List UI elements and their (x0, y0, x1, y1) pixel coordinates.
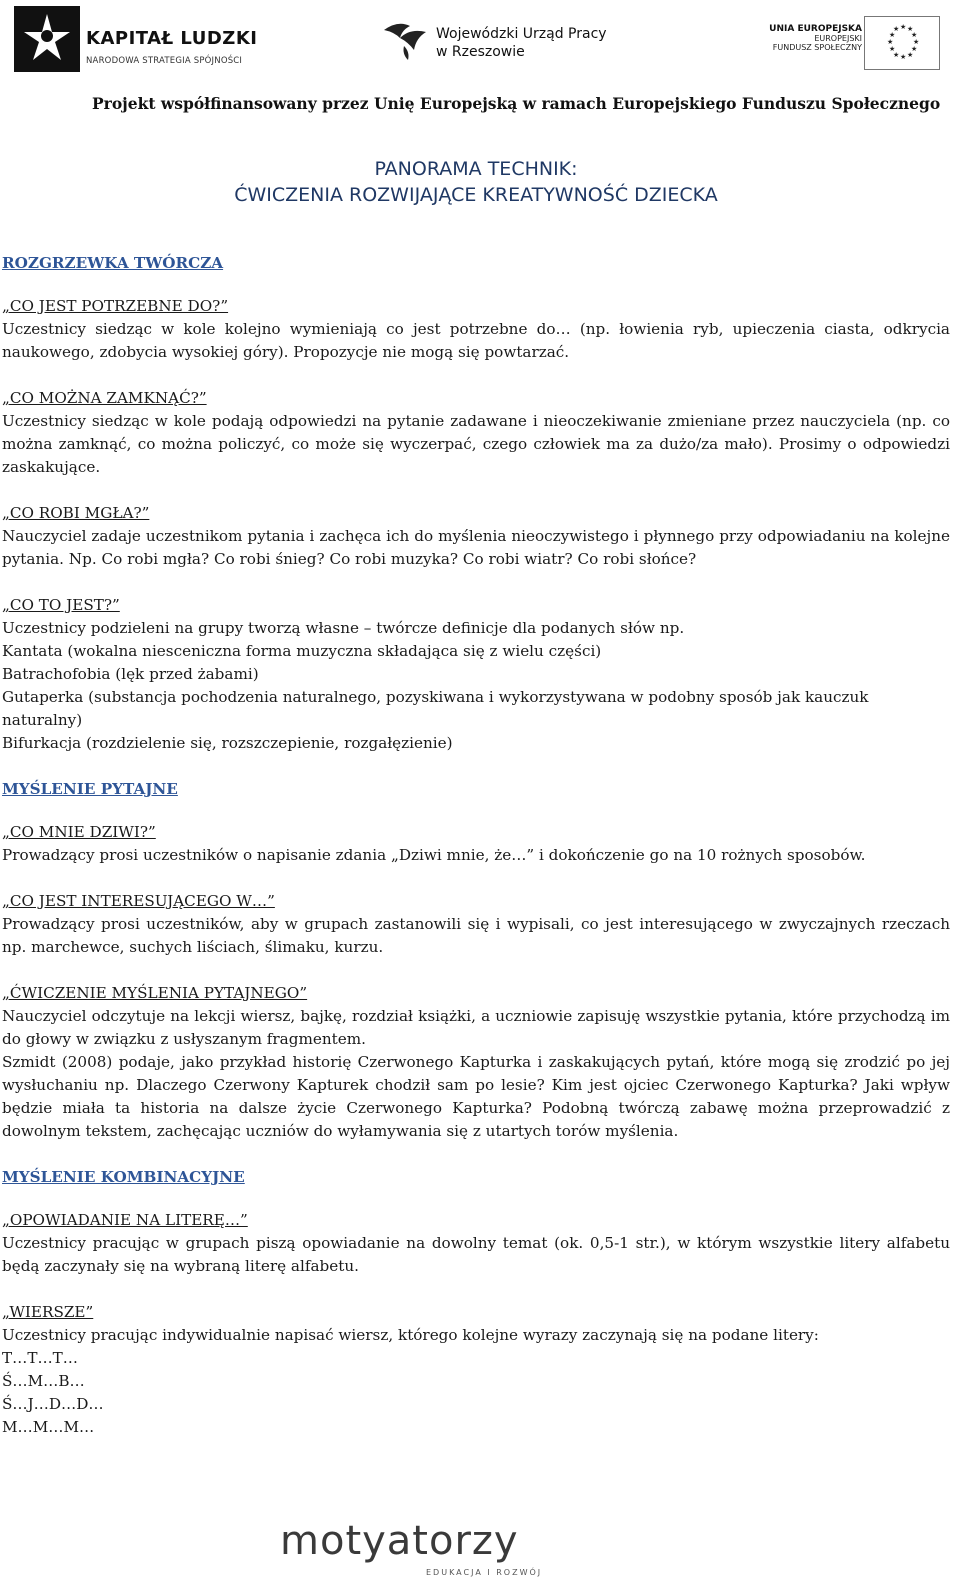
eu-flag-icon (864, 16, 940, 70)
exercise-text: Prowadzący prosi uczestników, aby w grupach zastanowili się i wypisali, co jest interesującego w zwyczajnych rzeczach np. marchewce, suchych liściach, ślimaku, kurzu. (2, 915, 950, 956)
letter-pattern: M…M…M… (2, 1418, 95, 1436)
exercise-text: Uczestnicy pracując indywidualnie napisać wiersz, którego kolejne wyrazy zaczynają się na podane litery: (2, 1326, 819, 1344)
footer-logo-subtitle: EDUKACJA I ROZWÓJ (426, 1568, 543, 1577)
letter-pattern: T…T…T… (2, 1349, 78, 1367)
definition-item: Gutaperka (substancja pochodzenia naturalnego, pozyskiwana i wykorzystywana w podobny sposób jak kauczuk naturalny) (2, 688, 869, 729)
definition-item: Kantata (wokalna niesceniczna forma muzyczna składająca się z wielu części) (2, 642, 602, 660)
exercise-text: Nauczyciel zadaje uczestnikom pytania i zachęca ich do myślenia nieoczywistego i płynnego przy odpowiadaniu na kolejne pytania. Np. Co robi mgła? Co robi śnieg? Co robi muzyka? Co robi wiatr? Co robi słońce? (2, 527, 950, 568)
wup-title: Wojewódzki Urząd Pracy (436, 26, 607, 42)
motywatorzy-logo (280, 1518, 620, 1578)
title-line-1: PANORAMA TECHNIK: (374, 158, 578, 180)
kapital-ludzki-emblem-icon (14, 6, 80, 72)
exercise-title: „ĆWICZENIE MYŚLENIA PYTAJNEGO” (2, 984, 308, 1002)
svg-text:★: ★ (887, 38, 894, 46)
kapital-ludzki-title: KAPITAŁ LUDZKI (86, 28, 258, 49)
exercise-text: Uczestnicy siedząc w kole podają odpowiedzi na pytanie zadawane i nieoczekiwanie zmieniane przez nauczyciela (np. co można zamknąć, co można policzyć, co może się wyczerpać, czego człowiek ma za dużo/za mało). Prosimy o odpowiedzi zaskakujące. (2, 412, 950, 476)
section-heading-myslenie-kombinacyjne: MYŚLENIE KOMBINACYJNE (2, 1168, 245, 1186)
svg-text:★: ★ (907, 51, 914, 59)
exercise-title: „CO ROBI MGŁA?” (2, 504, 150, 522)
svg-text:★: ★ (889, 45, 896, 53)
exercise-title: „CO MNIE DZIWI?” (2, 823, 156, 841)
exercise-title: „CO JEST INTERESUJĄCEGO W…” (2, 892, 275, 910)
svg-text:★: ★ (907, 25, 914, 33)
document-title (2, 156, 950, 208)
kapital-ludzki-subtitle: NARODOWA STRATEGIA SPÓJNOŚCI (86, 56, 243, 66)
exercise-text: Szmidt (2008) podaje, jako przykład historię Czerwonego Kapturka i zaskakujących pytań, które mogą się zrodzić po jej wysłuchaniu np. Dlaczego Czerwony Kapturek chodził sam po lesie? Kim jest ojciec Czerwonego Kapturka? Jaki wpływ będzie miała ta historia na dalsze życie Czerwonego Kapturka? Podobną twórczą zabawę można przeprowadzić z dowolnym tekstem, zachęcając uczniów do wyłamywania się z utartych torów myślenia. (2, 1053, 950, 1140)
svg-text:★: ★ (913, 38, 920, 46)
exercise-title: „OPOWIADANIE NA LITERĘ…” (2, 1211, 248, 1229)
svg-text:★: ★ (911, 31, 918, 39)
definition-item: Batrachofobia (lęk przed żabami) (2, 665, 259, 683)
cofinance-banner: Projekt współfinansowany przez Unię Europejską w ramach Europejskiego Funduszu Społecznego (92, 94, 941, 113)
letter-pattern: Ś…J…D…D… (2, 1395, 104, 1413)
letter-pattern: Ś…M…B… (2, 1372, 85, 1390)
wup-rzeszow-logo (380, 16, 620, 66)
document-body (2, 156, 950, 1439)
svg-text:★: ★ (900, 23, 907, 31)
svg-text:★: ★ (889, 31, 896, 39)
footer-logo-word: motyatorzy (280, 1518, 519, 1564)
definition-item: Bifurkacja (rozdzielenie się, rozszczepienie, rozgałęzienie) (2, 734, 453, 752)
exercise-title: „CO MOŻNA ZAMKNĄĆ?” (2, 389, 207, 407)
exercise-text: Uczestnicy pracując w grupach piszą opowiadanie na dowolny temat (ok. 0,5-1 str.), w którym wszystkie litery alfabetu będą zaczynały się na wybraną literę alfabetu. (2, 1234, 950, 1275)
ue-line2: EUROPEJSKI (814, 34, 862, 43)
section-heading-rozgrzewka: ROZGRZEWKA TWÓRCZA (2, 254, 224, 272)
wup-subtitle: w Rzeszowie (436, 44, 525, 60)
svg-text:★: ★ (893, 25, 900, 33)
section-heading-myslenie-pytajne: MYŚLENIE PYTAJNE (2, 780, 178, 798)
kapital-ludzki-logo (14, 6, 264, 82)
exercise-text: Prowadzący prosi uczestników o napisanie zdania „Dziwi mnie, że…” i dokończenie go na 10 rożnych sposobów. (2, 846, 866, 864)
svg-text:★: ★ (900, 53, 907, 61)
exercise-text: Uczestnicy siedząc w kole kolejno wymieniają co jest potrzebne do… (np. łowienia ryb, upieczenia ciasta, odkrycia naukowego, zdobycia wysokiej góry). Propozycje nie mogą się powtarzać. (2, 320, 950, 361)
unia-europejska-logo (752, 16, 948, 72)
exercise-text: Uczestnicy podzieleni na grupy tworzą własne – twórcze definicje dla podanych słów np. (2, 619, 685, 637)
ue-line3: FUNDUSZ SPOŁECZNY (772, 43, 862, 52)
header-logos (0, 0, 960, 92)
exercise-text: Nauczyciel odczytuje na lekcji wiersz, bajkę, rozdział książki, a uczniowie zapisuję wszystkie pytania, które przychodzą im do głowy w związku z usłyszanym fragmentem. (2, 1007, 950, 1048)
ue-title: UNIA EUROPEJSKA (769, 24, 862, 34)
exercise-title: „CO TO JEST?” (2, 596, 120, 614)
wup-bird-icon (380, 16, 432, 64)
title-line-2: ĆWICZENIA ROZWIJAJĄCE KREATYWNOŚĆ DZIECKA (234, 184, 718, 206)
svg-text:★: ★ (893, 51, 900, 59)
exercise-title: „CO JEST POTRZEBNE DO?” (2, 297, 229, 315)
exercise-title: „WIERSZE” (2, 1303, 94, 1321)
svg-text:★: ★ (911, 45, 918, 53)
